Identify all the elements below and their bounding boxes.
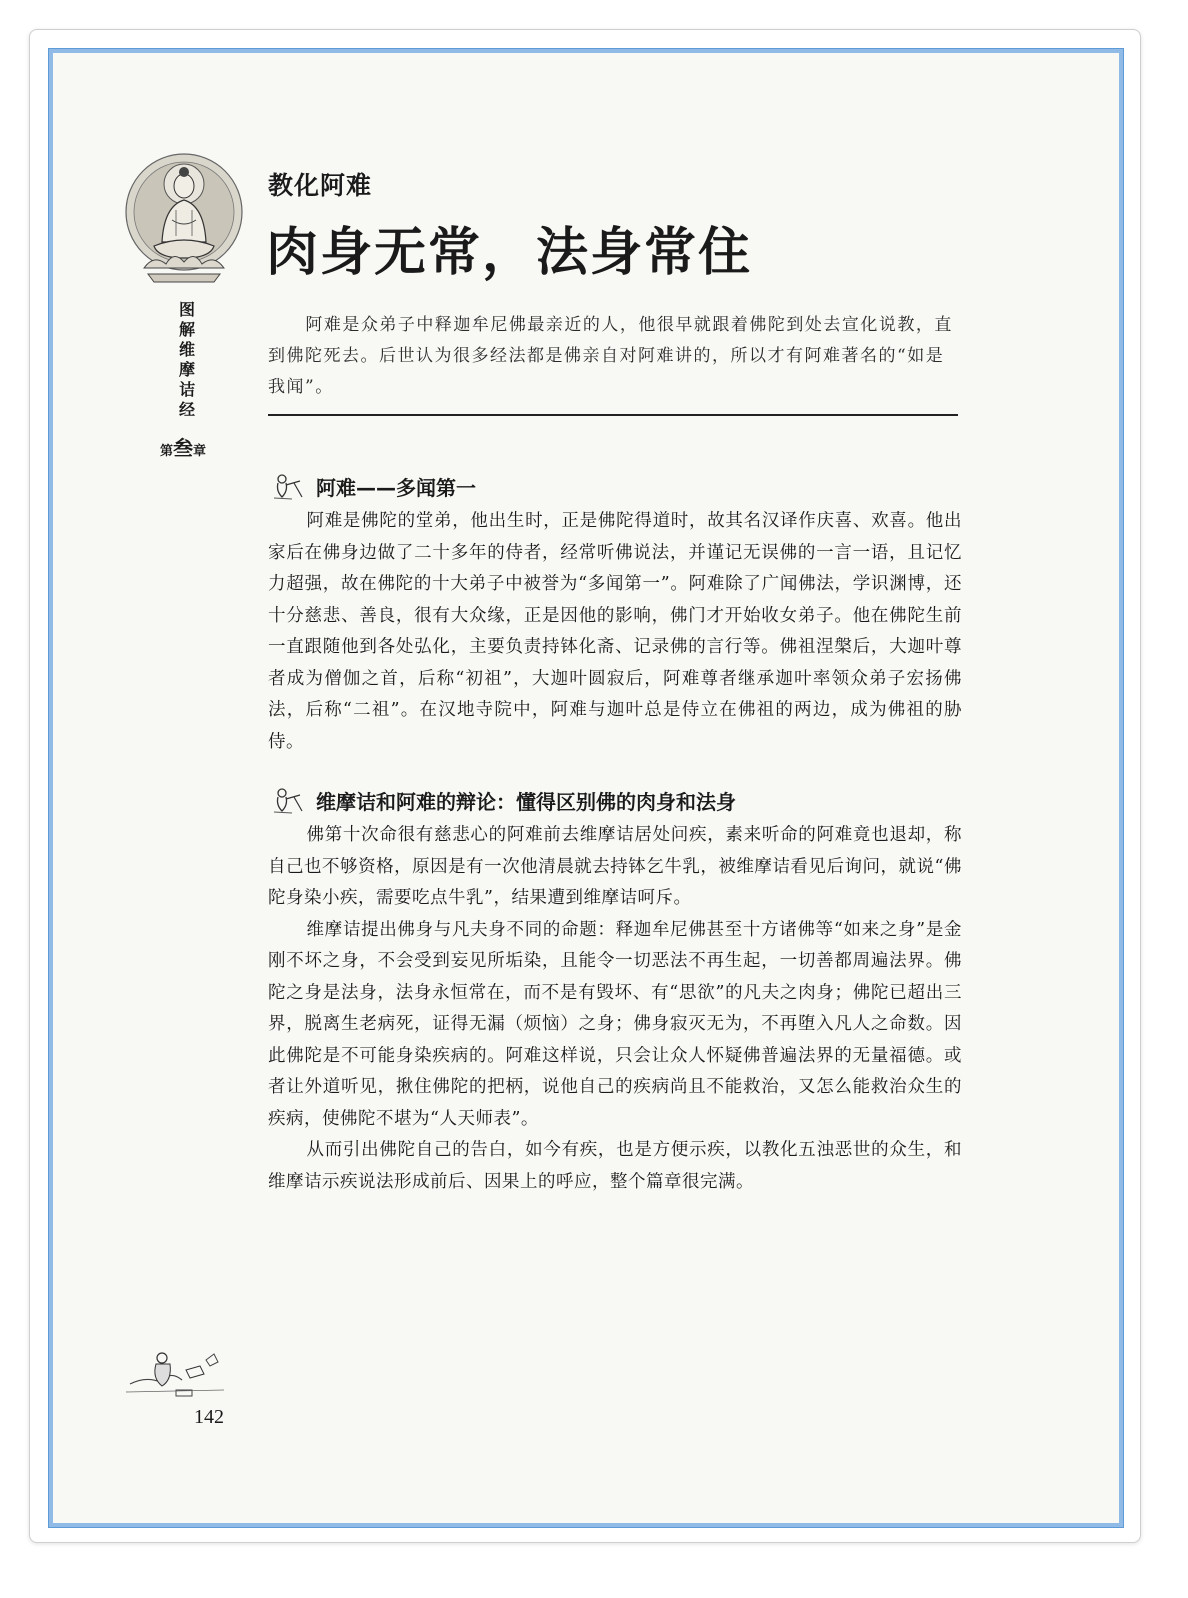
chapter-prefix: 第 [160,444,174,459]
chapter-suffix: 章 [193,444,207,459]
book-title-char: 维 [178,340,195,359]
book-title-char: 图 [178,300,195,319]
chapter-mark [160,432,220,461]
book-title-char: 诘 [178,380,195,399]
section-paragraph: 阿难是佛陀的堂弟，他出生时，正是佛陀得道时，故其名汉译作庆喜、欢喜。他出家后在佛身边做了二十多年的侍者，经常听佛说法，并谨记无误佛的一言一语，且记忆力超强，故在佛陀的十大弟子中被誉为“多闻第一”。阿难除了广闻佛法，学识渊博，还十分慈悲、善良，很有大众缘，正是因他的影响，佛门才开始收女弟子。他在佛陀生前一直跟随他到各处弘化，主要负责持钵化斋、记录佛的言行等。佛祖涅槃后，大迦叶尊者成为僧伽之首，后称“初祖”，大迦叶圆寂后，阿难尊者继承迦叶率领众弟子宏扬佛法，后称“二祖”。在汉地寺院中，阿难与迦叶总是侍立在佛祖的两边，成为佛祖的胁侍。 [268,511,962,752]
section-debate [268,780,962,1198]
section-duowen [268,466,962,758]
divider [268,414,958,416]
book-title-vertical [176,300,198,420]
page-number: 142 [194,1406,224,1428]
book-title-char: 摩 [178,360,195,379]
section-paragraph: 从而引出佛陀自己的告白，如今有疾，也是方便示疾，以教化五浊恶世的众生，和维摩诘示疾说法形成前后、因果上的呼应，整个篇章很完满。 [268,1140,962,1192]
section-paragraph: 佛第十次命很有慈悲心的阿难前去维摩诘居处问疾，素来听命的阿难竟也退却，称自己也不够资格，原因是有一次他清晨就去持钵乞牛乳，被维摩诘看见后询问，就说“佛陀身染小疾，需要吃点牛乳”，结果遭到维摩诘呵斥。 [268,825,962,908]
chapter-number: 叁 [173,436,194,460]
section-heading-text: 维摩诘和阿难的辩论：懂得区别佛的肉身和法身 [316,789,736,814]
page-subtitle: 教化阿难 [268,171,373,200]
scholar-sketch-illustration [126,1340,226,1400]
book-title-char: 经 [178,400,195,419]
monk-sketch-icon [272,471,306,501]
section-heading [272,466,962,506]
book-title-char: 解 [178,320,195,339]
seated-buddha-illustration [124,150,244,290]
section-heading [272,780,962,820]
section-heading-text: 阿难——多闻第一 [316,475,476,500]
monk-sketch-icon [272,785,306,815]
intro-paragraph: 阿难是众弟子中释迦牟尼佛最亲近的人，他很早就跟着佛陀到处去宣化说教，直到佛陀死去。后世认为很多经法都是佛亲自对阿难讲的，所以才有阿难著名的“如是我闻”。 [268,315,953,397]
section-paragraph: 维摩诘提出佛身与凡夫身不同的命题：释迦牟尼佛甚至十方诸佛等“如来之身”是金刚不坏之身，不会受到妄见所垢染，且能令一切恶法不再生起，一切善都周遍法界。佛陀之身是法身，法身永恒常在，而不是有毁坏、有“思欲”的凡夫之肉身；佛陀已超出三界，脱离生老病死，证得无漏（烦恼）之身；佛身寂灭无为，不再堕入凡人之命数。因此佛陀是不可能身染疾病的。阿难这样说，只会让众人怀疑佛普遍法界的无量福德。或者让外道听见，揪住佛陀的把柄，说他自己的疾病尚且不能救治，又怎么能救治众生的疾病，使佛陀不堪为“人天师表”。 [268,919,962,1129]
page-title: 肉身无常，法身常住 [266,223,753,283]
